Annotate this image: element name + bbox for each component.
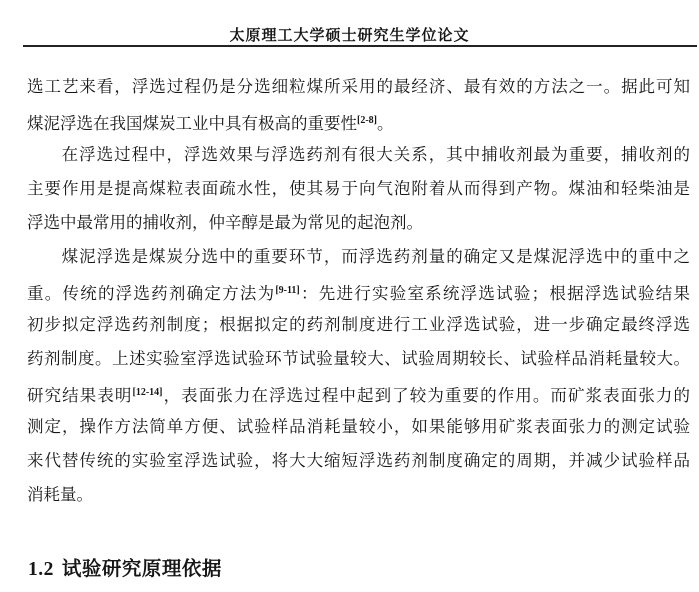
- header-rule: [23, 45, 697, 47]
- text-line: 煤泥浮选是煤炭分选中的重要环节，而浮选药剂量的确定又是煤泥浮选中的重中之: [61, 247, 690, 266]
- text-line: 消耗量。: [27, 485, 93, 504]
- text-line: 选工艺来看，浮选过程仍是分选细粒煤所采用的最经济、最有效的方法之一。据此可知: [27, 77, 690, 96]
- text-line: 初步拟定浮选药剂制度；根据拟定的药剂制度进行工业浮选试验，进一步确定最终浮选: [27, 315, 690, 334]
- text-line: 药剂制度。上述实验室浮选试验环节试验量较大、试验周期较长、试验样品消耗量较大。: [27, 349, 690, 368]
- text-line: 煤泥浮选在我国煤炭工业中具有极高的重要性[2-8]。: [27, 114, 394, 133]
- text-line: 在浮选过程中，浮选效果与浮选药剂有很大关系，其中捕收剂最为重要，捕收剂的: [61, 145, 690, 164]
- text-line: 研究结果表明[12-14]，表面张力在浮选过程中起到了较为重要的作用。而矿浆表面张力的: [27, 386, 690, 405]
- section-heading: [28, 553, 222, 581]
- text-line: 来代替传统的实验室浮选试验，将大大缩短浮选药剂制度确定的周期，并减少试验样品: [27, 451, 690, 470]
- section-title: 试验研究原理依据: [61, 559, 222, 580]
- text-line: 测定，操作方法简单方便、试验样品消耗量较小，如果能够用矿浆表面张力的测定试验: [27, 417, 690, 436]
- body-text: [27, 70, 690, 512]
- text-line: 浮选中最常用的捕收剂，仲辛醇是最为常见的起泡剂。: [27, 213, 423, 232]
- citation-superscript: [12-14]: [132, 387, 163, 398]
- citation-superscript: [9-11]: [275, 285, 300, 296]
- text-line: 主要作用是提高煤粒表面疏水性，使其易于向气泡附着从而得到产物。煤油和轻柴油是: [27, 179, 690, 198]
- text-line: 重。传统的浮选药剂确定方法为[9-11]：先进行实验室系统浮选试验；根据浮选试验结果: [27, 284, 690, 303]
- citation-superscript: [2-8]: [357, 115, 377, 126]
- section-number: 1.2: [28, 559, 54, 580]
- header-title: 太原理工大学硕士研究生学位论文: [229, 28, 470, 44]
